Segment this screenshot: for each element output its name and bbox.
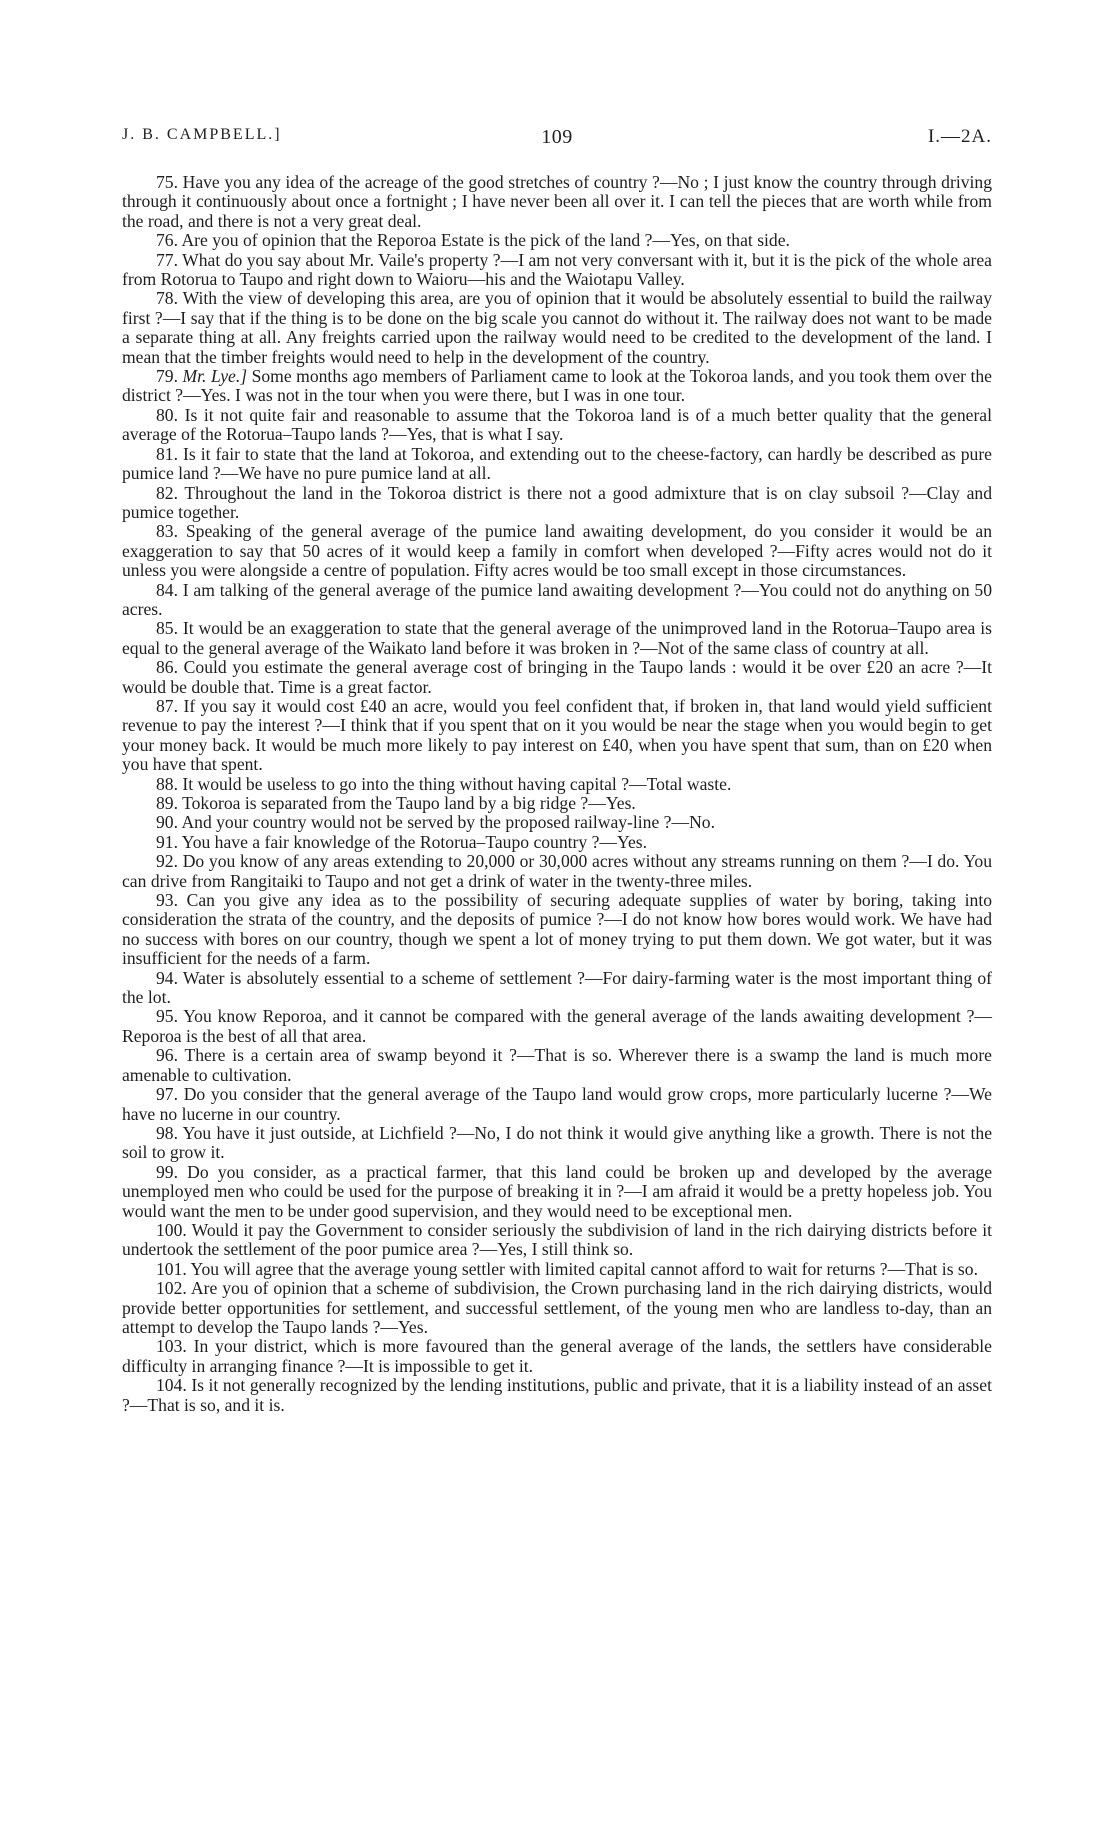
evidence-paragraph: [122, 794, 992, 813]
question-number: 87.: [156, 695, 178, 716]
question-number: 93.: [156, 890, 178, 911]
question-number: 84.: [156, 579, 178, 600]
question-answer-text: It would be useless to go into the thing without having capital ?—Total waste.: [182, 773, 732, 794]
evidence-paragraph: [122, 619, 992, 658]
question-number: 76.: [156, 230, 178, 251]
question-answer-text: Have you any idea of the acreage of the good stretches of country ?—No ; I just know the country through driving through it continuously about once a fortnight ; I have never been all over it. I can tell the pieces that are worth while from the road, and there is not a very great deal.: [122, 172, 992, 231]
question-answer-text: Do you know of any areas extending to 20,000 or 30,000 acres without any streams running on them ?—I do. You can drive from Rangitaiki to Taupo and not get a drink of water in the twenty-three miles.: [122, 851, 992, 891]
evidence-paragraph: [122, 697, 992, 775]
evidence-paragraph: [122, 1163, 992, 1221]
evidence-body: [122, 173, 992, 1415]
question-answer-text: Do you consider, as a practical farmer, that this land could be broken up and developed by the average unemployed men who could be used for the purpose of breaking it in ?—I am afraid it would be a pretty hopeless job. You would want the men to be under good supervision, and they would need to be exceptional men.: [122, 1161, 992, 1221]
question-number: 77.: [156, 249, 178, 270]
question-number: 95.: [156, 1006, 178, 1027]
question-number: 82.: [156, 482, 178, 503]
question-answer-text: You know Reporoa, and it cannot be compared with the general average of the lands awaiting development ?—Reporoa is the best of all that area.: [122, 1006, 992, 1046]
speaker-label: Mr. Lye.]: [182, 366, 248, 387]
question-answer-text: Do you consider that the general average of the Taupo land would grow crops, more particularly lucerne ?—We have no lucerne in our country.: [122, 1084, 992, 1124]
evidence-paragraph: [122, 522, 992, 580]
question-answer-text: Some months ago members of Parliament came to look at the Tokoroa lands, and you took them over the district ?—Yes. I was not in the tour when you were there, but I was in one tour.: [122, 366, 992, 406]
question-number: 99.: [156, 1161, 178, 1182]
question-answer-text: Throughout the land in the Tokoroa district is there not a good admixture that is on clay subsoil ?—Clay and pumice together.: [122, 482, 992, 522]
question-number: 101.: [156, 1258, 187, 1279]
question-number: 85.: [156, 618, 178, 639]
question-answer-text: It would be an exaggeration to state that the general average of the unimproved land in the Rotorua–Taupo area is equal to the general average of the Waikato land before it was broken in ?—Not of the same class of country at all.: [122, 618, 992, 658]
evidence-paragraph: [122, 833, 992, 852]
question-answer-text: I am talking of the general average of the pumice land awaiting development ?—You could not do anything on 50 acres.: [122, 579, 992, 619]
evidence-paragraph: [122, 1085, 992, 1124]
question-answer-text: You have a fair knowledge of the Rotorua–Taupo country ?—Yes.: [181, 831, 647, 852]
question-number: 96.: [156, 1045, 178, 1066]
question-answer-text: With the view of developing this area, are you of opinion that it would be absolutely essential to build the railway first ?—I say that if the thing is to be done on the big scale you cannot do without it. The railway does not want to be made a separate thing at all. Any freights carried upon the railway would need to be credited to the development of the land. I mean that the timber freights would need to help in the development of the country.: [122, 288, 992, 367]
evidence-paragraph: [122, 1221, 992, 1260]
question-answer-text: Could you estimate the general average cost of bringing in the Taupo lands : would it be over £20 an acre ?—It would be double that. Time is a great factor.: [122, 657, 992, 697]
question-number: 97.: [156, 1084, 178, 1105]
question-answer-text: Is it not quite fair and reasonable to assume that the Tokoroa land is of a much better quality that the general average of the Rotorua–Taupo lands ?—Yes, that is what I say.: [122, 404, 992, 445]
question-answer-text: Water is absolutely essential to a scheme of settlement ?—For dairy-farming water is the most important thing of the lot.: [122, 967, 992, 1008]
question-answer-text: What do you say about Mr. Vaile's property ?—I am not very conversant with it, but it is the pick of the whole area from Rotorua to Taupo and right down to Waioru—his and the Waiotapu Valley.: [122, 249, 992, 290]
question-number: 89.: [156, 793, 178, 813]
question-number: 78.: [156, 288, 178, 309]
evidence-paragraph: [122, 1260, 992, 1279]
evidence-paragraph: [122, 1007, 992, 1046]
question-number: 98.: [156, 1122, 178, 1143]
evidence-paragraph: [122, 852, 992, 891]
document-reference: I.—2A.: [927, 126, 992, 147]
evidence-paragraph: [122, 289, 992, 367]
question-answer-text: Is it not generally recognized by the lending institutions, public and private, that it is a liability instead of an asset ?—That is so, and it is.: [122, 1375, 992, 1415]
evidence-paragraph: [122, 581, 992, 620]
question-number: 79.: [156, 366, 178, 387]
question-number: 81.: [156, 443, 178, 464]
evidence-paragraph: [122, 173, 992, 231]
question-answer-text: Would it pay the Government to consider seriously the subdivision of land in the rich dairying districts before it undertook the settlement of the poor pumice area ?—Yes, I still think so.: [122, 1219, 992, 1260]
witness-name: J. B. CAMPBELL.]: [122, 126, 282, 143]
question-answer-text: There is a certain area of swamp beyond it ?—That is so. Wherever there is a swamp the land is much more amenable to cultivation.: [122, 1045, 992, 1085]
evidence-paragraph: [122, 231, 992, 250]
question-answer-text: If you say it would cost £40 an acre, would you feel confident that, if broken in, that land would yield sufficient revenue to pay the interest ?—I think that if you spent that on it you would be near the stage when you would begin to get your money back. It would be much more likely to pay interest on £40, when you have spent that sum, than on £20 when you have that spent.: [122, 695, 992, 775]
evidence-paragraph: [122, 1337, 992, 1376]
evidence-paragraph: [122, 1046, 992, 1085]
question-number: 100.: [156, 1219, 187, 1240]
question-number: 102.: [156, 1278, 187, 1299]
question-number: 80.: [156, 404, 178, 425]
question-number: 88.: [156, 773, 178, 794]
question-answer-text: Speaking of the general average of the pumice land awaiting development, do you consider it would be an exaggeration to say that 50 acres of it would keep a family in comfort when developed ?—Fifty acres would not do it unless you were alongside a centre of population. Fifty acres would be too small except in those circumstances.: [122, 521, 992, 581]
question-answer-text: In your district, which is more favoured than the general average of the lands, the settlers have considerable difficulty in arranging finance ?—It is impossible to get it.: [122, 1336, 992, 1376]
question-answer-text: Is it fair to state that the land at Tokoroa, and extending out to the cheese-factory, can hardly be described as pure pumice land ?—We have no pure pumice land at all.: [122, 443, 992, 484]
question-number: 90.: [156, 812, 178, 833]
evidence-paragraph: [122, 1124, 992, 1163]
page-number: 109: [541, 126, 573, 148]
evidence-paragraph: [122, 891, 992, 969]
evidence-paragraph: [122, 1279, 992, 1337]
evidence-paragraph: [122, 251, 992, 290]
evidence-paragraph: [122, 484, 992, 523]
evidence-paragraph: [122, 367, 992, 406]
question-number: 94.: [156, 967, 178, 988]
question-number: 92.: [156, 851, 178, 872]
question-answer-text: You have it just outside, at Lichfield ?—No, I do not think it would give anything like a growth. There is not the soil to grow it.: [122, 1122, 993, 1163]
question-answer-text: Tokoroa is separated from the Taupo land by a big ridge ?—Yes.: [182, 793, 636, 813]
question-number: 104.: [156, 1375, 187, 1396]
question-answer-text: You will agree that the average young settler with limited capital cannot afford to wait for returns ?—That is so.: [190, 1258, 978, 1279]
evidence-paragraph: [122, 406, 992, 445]
page-header: [122, 126, 992, 156]
question-answer-text: And your country would not be served by the proposed railway-line ?—No.: [181, 812, 715, 833]
question-answer-text: Are you of opinion that a scheme of subdivision, the Crown purchasing land in the rich dairying districts, would provide better opportunities for settlement, and successful settlement, of the young men who are landless to-day, than an attempt to develop the Taupo lands ?—Yes.: [122, 1278, 992, 1337]
question-answer-text: Are you of opinion that the Reporoa Estate is the pick of the land ?—Yes, on that side.: [181, 230, 790, 251]
evidence-paragraph: [122, 775, 992, 794]
evidence-paragraph: [122, 1376, 992, 1415]
question-number: 86.: [156, 657, 178, 678]
evidence-paragraph: [122, 969, 992, 1008]
question-answer-text: Can you give any idea as to the possibility of securing adequate supplies of water by boring, taking into consideration the strata of the country, and the deposits of pumice ?—I do not know how bores would work. We have had no success with bores on our country, though we spent a lot of money trying to put them down. We got water, but it was insufficient for the needs of a farm.: [122, 890, 992, 969]
evidence-paragraph: [122, 658, 992, 697]
evidence-paragraph: [122, 813, 992, 832]
question-number: 103.: [156, 1336, 187, 1357]
evidence-paragraph: [122, 445, 992, 484]
question-number: 91.: [156, 831, 178, 852]
question-number: 75.: [156, 172, 178, 192]
question-number: 83.: [156, 521, 178, 542]
